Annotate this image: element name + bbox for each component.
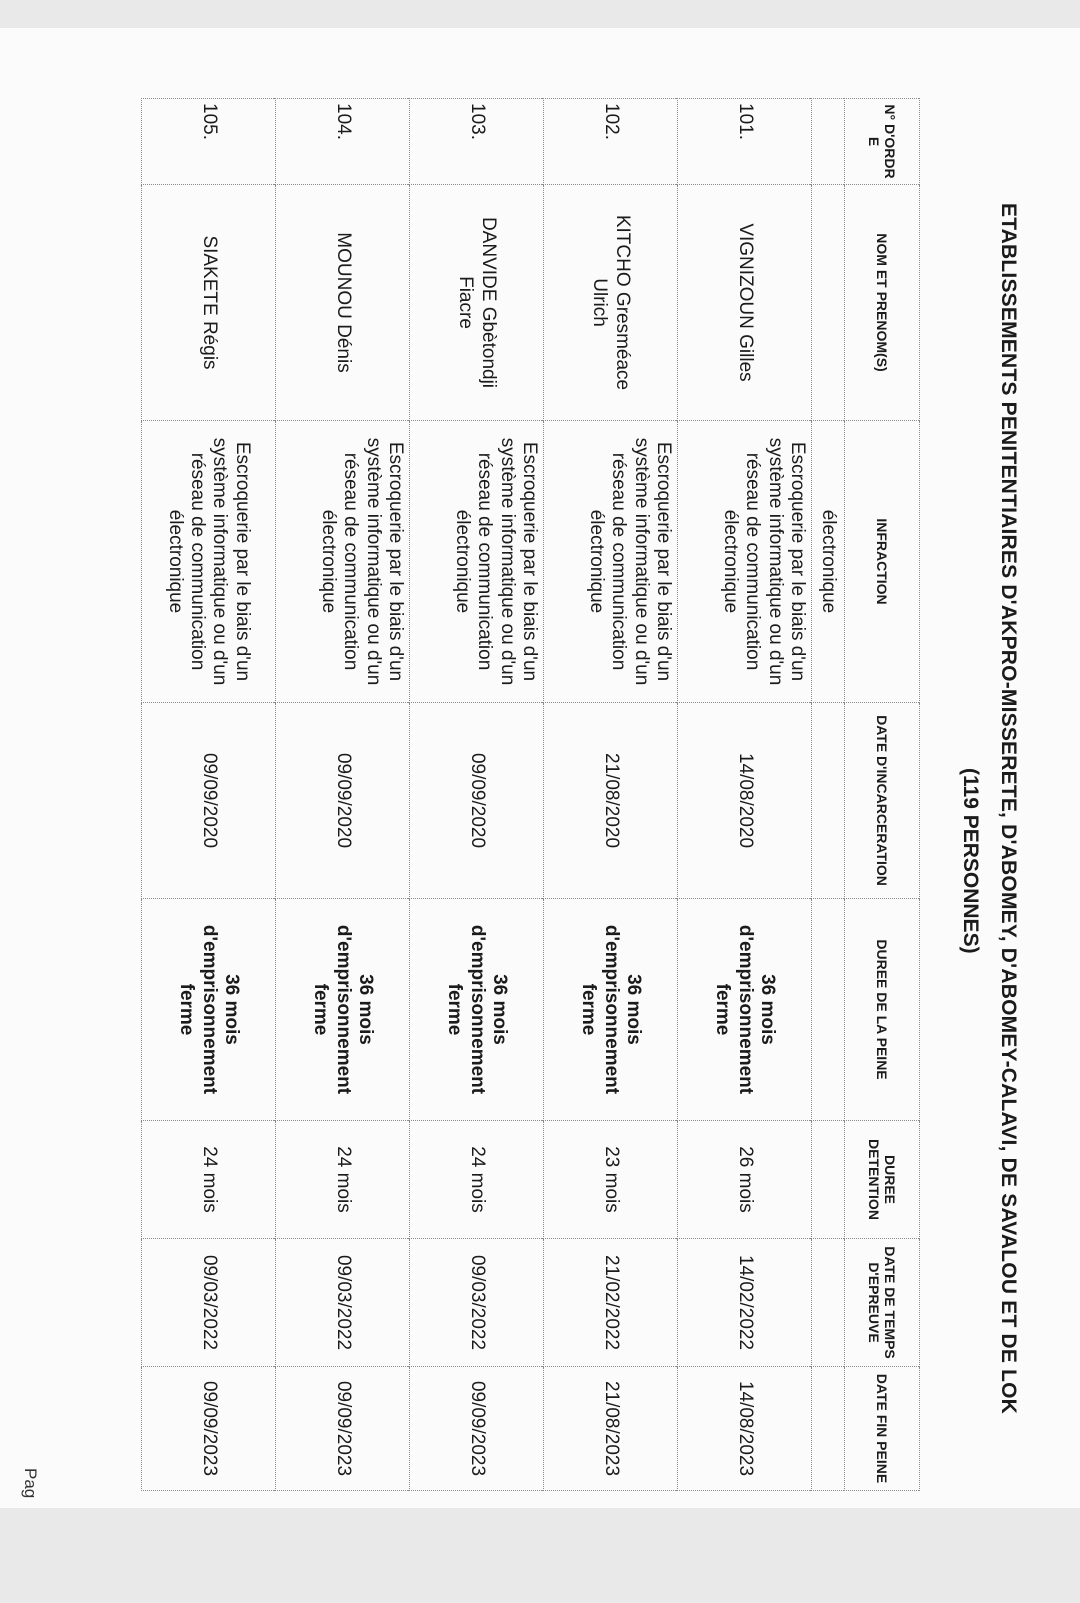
header-probation-date: DATE DE TEMPS D'EPREUVE — [845, 1239, 920, 1367]
probation-date: 09/03/2022 — [276, 1239, 410, 1367]
detention-duration: 26 mois — [678, 1121, 812, 1239]
order-number: 105. — [142, 99, 276, 185]
table-row — [142, 99, 276, 1491]
header-sentence-end-date: DATE FIN PEINE — [845, 1367, 920, 1491]
detention-duration: 24 mois — [410, 1121, 544, 1239]
offense: Escroquerie par le biais d'un système informatique ou d'un réseau de communication électronique — [544, 421, 678, 703]
prisoner-name: DANVIDE Gbètondji Fiacre — [410, 185, 544, 421]
order-number: 102. — [544, 99, 678, 185]
table-row — [410, 99, 544, 1491]
incarceration-date: 14/08/2020 — [678, 703, 812, 899]
header-offense: INFRACTION — [845, 421, 920, 703]
sentence-end-date: 09/09/2023 — [276, 1367, 410, 1491]
sentence-end-date: 21/08/2023 — [544, 1367, 678, 1491]
sentence-duration: 36 mois d'emprisonnement ferme — [544, 899, 678, 1121]
prisoner-name: SIAKETE Régis — [142, 185, 276, 421]
offense: Escroquerie par le biais d'un système informatique ou d'un réseau de communication électronique — [678, 421, 812, 703]
page-label: Pag — [21, 1468, 40, 1499]
order-number: 104. — [276, 99, 410, 185]
detention-duration: 24 mois — [276, 1121, 410, 1239]
continuation-row — [812, 99, 845, 1491]
offense: Escroquerie par le biais d'un système informatique ou d'un réseau de communication électronique — [410, 421, 544, 703]
document-subtitle: (119 PERSONNES) — [959, 768, 982, 954]
continuation-offense: électronique — [812, 421, 845, 703]
order-number: 103. — [410, 99, 544, 185]
sentence-end-date: 14/08/2023 — [678, 1367, 812, 1491]
sentence-duration: 36 mois d'emprisonnement ferme — [142, 899, 276, 1121]
probation-date: 21/02/2022 — [544, 1239, 678, 1367]
probation-date: 14/02/2022 — [678, 1239, 812, 1367]
header-sentence-duration: DUREE DE LA PEINE — [845, 899, 920, 1121]
offense: Escroquerie par le biais d'un système informatique ou d'un réseau de communication électronique — [142, 421, 276, 703]
incarceration-date: 21/08/2020 — [544, 703, 678, 899]
rotated-document — [0, 28, 1080, 1508]
incarceration-date: 09/09/2020 — [276, 703, 410, 899]
header-name: NOM ET PRENOM(S) — [845, 185, 920, 421]
sentence-duration: 36 mois d'emprisonnement ferme — [410, 899, 544, 1121]
probation-date: 09/03/2022 — [410, 1239, 544, 1367]
header-order-number: N° D'ORDR E — [845, 99, 920, 185]
sentence-duration: 36 mois d'emprisonnement ferme — [276, 899, 410, 1121]
sentence-duration: 36 mois d'emprisonnement ferme — [678, 899, 812, 1121]
table-row — [678, 99, 812, 1491]
prisoners-table — [141, 98, 920, 1491]
prisoner-name: KITCHO Gresméace Ulrich — [544, 185, 678, 421]
prisoner-name: VIGNIZOUN Gilles — [678, 185, 812, 421]
offense: Escroquerie par le biais d'un système informatique ou d'un réseau de communication électronique — [276, 421, 410, 703]
table-header-row — [845, 99, 920, 1491]
sentence-end-date: 09/09/2023 — [142, 1367, 276, 1491]
probation-date: 09/03/2022 — [142, 1239, 276, 1367]
header-detention-duration: DUREE DETENTION — [845, 1121, 920, 1239]
incarceration-date: 09/09/2020 — [142, 703, 276, 899]
detention-duration: 24 mois — [142, 1121, 276, 1239]
incarceration-date: 09/09/2020 — [410, 703, 544, 899]
table-row — [276, 99, 410, 1491]
prisoner-name: MOUNOU Dénis — [276, 185, 410, 421]
header-incarceration-date: DATE D'INCARCERATION — [845, 703, 920, 899]
document-title: ETABLISSEMENTS PENITENTIAIRES D'AKPRO-MISSERETE, D'ABOMEY, D'ABOMEY-CALAVI, DE SAVALOU ET DE LOK — [997, 203, 1020, 1415]
sentence-end-date: 09/09/2023 — [410, 1367, 544, 1491]
detention-duration: 23 mois — [544, 1121, 678, 1239]
order-number: 101. — [678, 99, 812, 185]
table-row — [544, 99, 678, 1491]
